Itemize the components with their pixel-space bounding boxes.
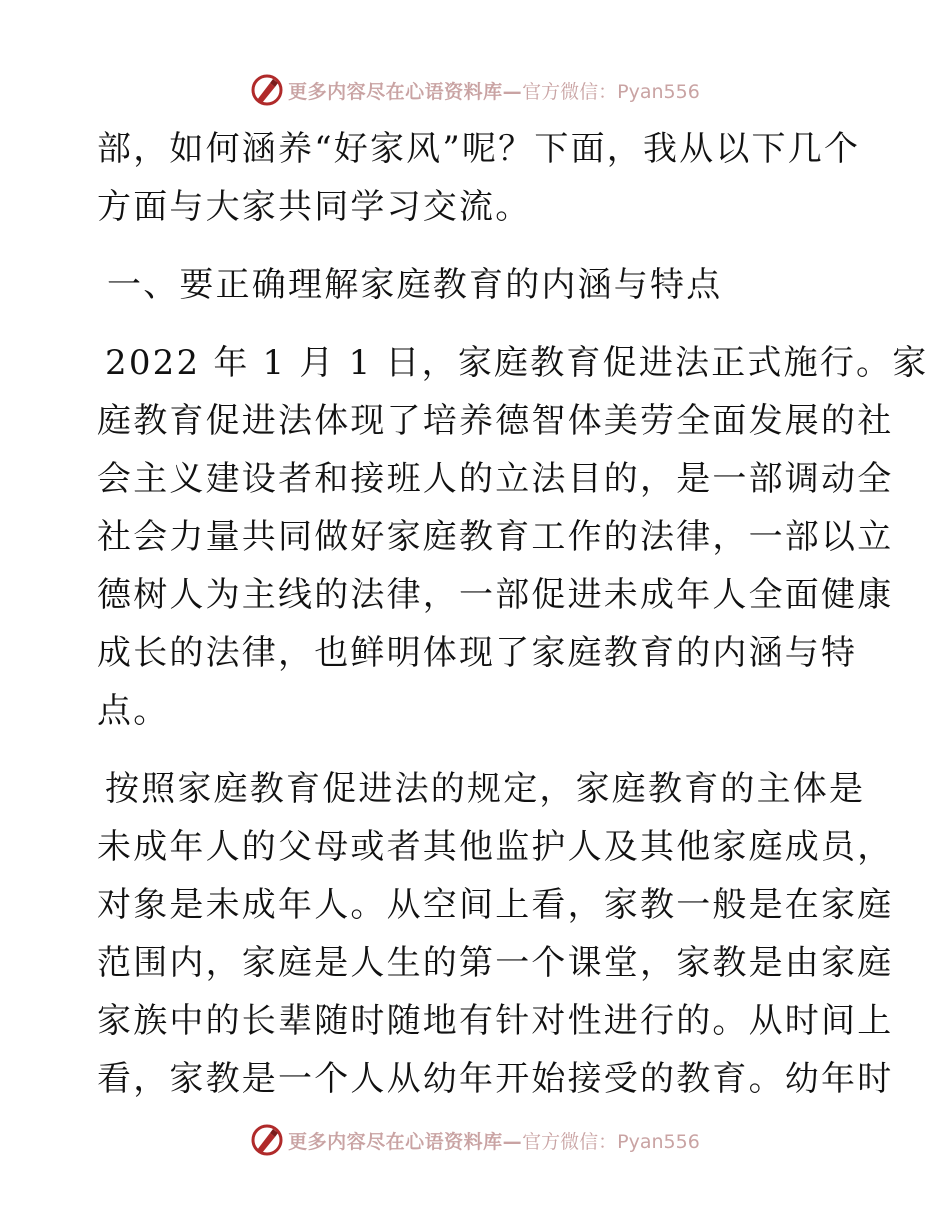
text-line: 点。 <box>97 691 170 731</box>
text-line: 未成年人的父母或者其他监护人及其他家庭成员， <box>97 827 894 867</box>
text-line: 按照家庭教育促进法的规定，家庭教育的主体是 <box>105 769 866 809</box>
banner-brand-text: 更多内容尽在心语资料库— <box>288 1130 523 1153</box>
document-body <box>97 120 929 1108</box>
banner-brand-text: 更多内容尽在心语资料库— <box>288 80 523 103</box>
text-line: 庭教育促进法体现了培养德智体美劳全面发展的社 <box>97 401 894 441</box>
pen-logo-icon <box>250 1123 284 1157</box>
text-line: 会主义建设者和接班人的立法目的，是一部调动全 <box>97 459 894 499</box>
text-line: 家族中的长辈随时随地有针对性进行的。从时间上 <box>97 1001 894 1041</box>
text-line: 德树人为主线的法律，一部促进未成年人全面健康 <box>97 575 894 615</box>
text-line: 方面与大家共同学习交流。 <box>97 187 532 227</box>
banner-wechat-text: 官方微信：Pyan556 <box>522 80 700 103</box>
section-heading: 一、要正确理解家庭教育的内涵与特点 <box>107 265 723 305</box>
text-line: 范围内，家庭是人生的第一个课堂，家教是由家庭 <box>97 943 894 983</box>
text-line: 2022 年 1 月 1 日，家庭教育促进法正式施行。家 <box>105 343 929 383</box>
paragraph-intro <box>97 120 861 236</box>
footer-banner <box>0 1120 950 1160</box>
header-banner <box>0 70 950 110</box>
text-line: 看，家教是一个人从幼年开始接受的教育。幼年时 <box>97 1059 894 1099</box>
text-line: 成长的法律，也鲜明体现了家庭教育的内涵与特 <box>97 633 858 673</box>
banner-wechat-text: 官方微信：Pyan556 <box>522 1130 700 1153</box>
text-line: 对象是未成年人。从空间上看，家教一般是在家庭 <box>97 885 894 925</box>
paragraph-rules <box>97 760 894 1108</box>
paragraph-law <box>97 334 929 740</box>
pen-logo-icon <box>250 73 284 107</box>
text-line: 社会力量共同做好家庭教育工作的法律，一部以立 <box>97 517 894 557</box>
text-line: 部，如何涵养“好家风”呢？下面，我从以下几个 <box>97 129 861 169</box>
